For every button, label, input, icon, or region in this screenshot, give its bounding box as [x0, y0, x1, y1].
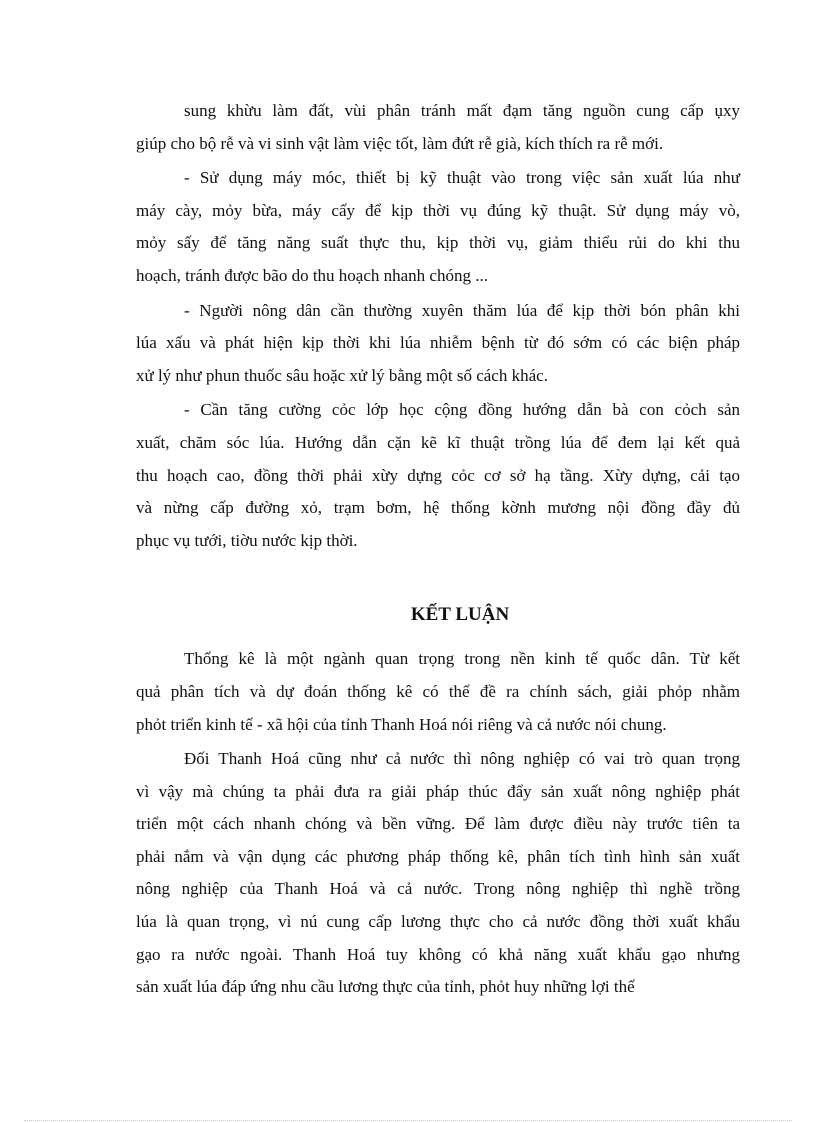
text-line: giúp cho bộ rễ và vi sinh vật làm việc tốt, làm đứt rễ già, kích thích ra rễ mới. [136, 133, 664, 153]
paragraph-conclusion-statistics [136, 643, 740, 741]
paragraph-machinery [136, 162, 740, 292]
text-line: xuất, chăm sóc lúa. Hướng dẫn cặn kẽ kĩ thuật trồng lúa để đem lại kết quả [136, 432, 740, 452]
text-line: phục vụ tưới, tiờu nước kịp thời. [136, 530, 358, 550]
text-line: lúa là quan trọng, vì nú cung cấp lương thực cho cả nước đồng thời xuất khẩu [136, 912, 740, 932]
text-line: và nừng cấp đường xỏ, trạm bơm, hệ thống kờnh mương nội đồng đầy đủ [136, 498, 740, 518]
text-line: nông nghiệp của Thanh Hoá và cả nước. Trong nông nghiệp thì nghề trồng [136, 879, 740, 899]
text-line: xử lý như phun thuốc sâu hoặc xử lý bằng một số cách khác. [136, 365, 548, 385]
text-line: Thống kê là một ngành quan trọng trong nền kinh tế quốc dân. Từ kết [184, 649, 740, 669]
page-bottom-divider [24, 1120, 792, 1121]
text-line: Đối Thanh Hoá cũng như cả nước thì nông nghiệp có vai trò quan trọng [184, 749, 740, 769]
text-line: sản xuất lúa đáp ứng nhu cầu lương thực của tỉnh, phỏt huy những lợi thế [136, 977, 635, 997]
text-line: - Cần tăng cường cỏc lớp học cộng đồng hướng dẫn bà con cỏch sản [184, 400, 740, 420]
document-page [136, 95, 740, 1004]
text-line: hoạch, tránh được bão do thu hoạch nhanh chóng ... [136, 265, 488, 285]
text-line: phải nắm và vận dụng các phương pháp thống kê, phân tích tình hình sản xuất [136, 846, 740, 866]
text-line: - Sử dụng máy móc, thiết bị kỹ thuật vào trong việc sản xuất lúa như [184, 168, 740, 188]
conclusion-heading: KẾT LUẬN [410, 604, 510, 626]
text-line: triển một cách nhanh chóng và bền vững. Để làm được điều này trước tiên ta [136, 814, 740, 834]
text-line: quả phân tích và dự đoán thống kê có thể đề ra chính sách, giải phỏp nhằm [136, 681, 740, 701]
paragraph-farmer-monitoring [136, 295, 740, 393]
text-line: sung khừu làm đất, vùi phân tránh mất đạm tăng nguồn cung cấp ụxy [184, 101, 740, 120]
paragraph-community-training [136, 394, 740, 557]
text-line: vì vậy mà chúng ta phải đưa ra giải pháp thúc đẩy sản xuất nông nghiệp phát [136, 781, 740, 801]
text-line: máy cày, mỏy bừa, máy cấy để kịp thời vụ đúng kỹ thuật. Sử dụng máy vò, [136, 200, 740, 220]
text-line: thu hoạch cao, đồng thời phải xừy dựng cỏc cơ sở hạ tầng. Xừy dựng, cải tạo [136, 465, 740, 485]
paragraph-conclusion-agriculture [136, 743, 740, 1004]
text-line: lúa xấu và phát hiện kịp thời khi lúa nhiễm bệnh từ đó sớm có các biện pháp [136, 333, 740, 353]
text-line: phỏt triển kinh tế - xã hội của tỉnh Thanh Hoá nói riêng và cả nước nói chung. [136, 714, 667, 734]
paragraph-soil-preparation [136, 95, 740, 160]
text-line: - Người nông dân cần thường xuyên thăm lúa để kịp thời bón phân khi [184, 300, 740, 320]
text-line: gạo ra nước ngoài. Thanh Hoá tuy không có khả năng xuất khẩu gạo nhưng [136, 944, 740, 964]
text-line: mỏy sấy để tăng năng suất thực thu, kịp thời vụ, giảm thiểu rủi do khi thu [136, 233, 740, 253]
